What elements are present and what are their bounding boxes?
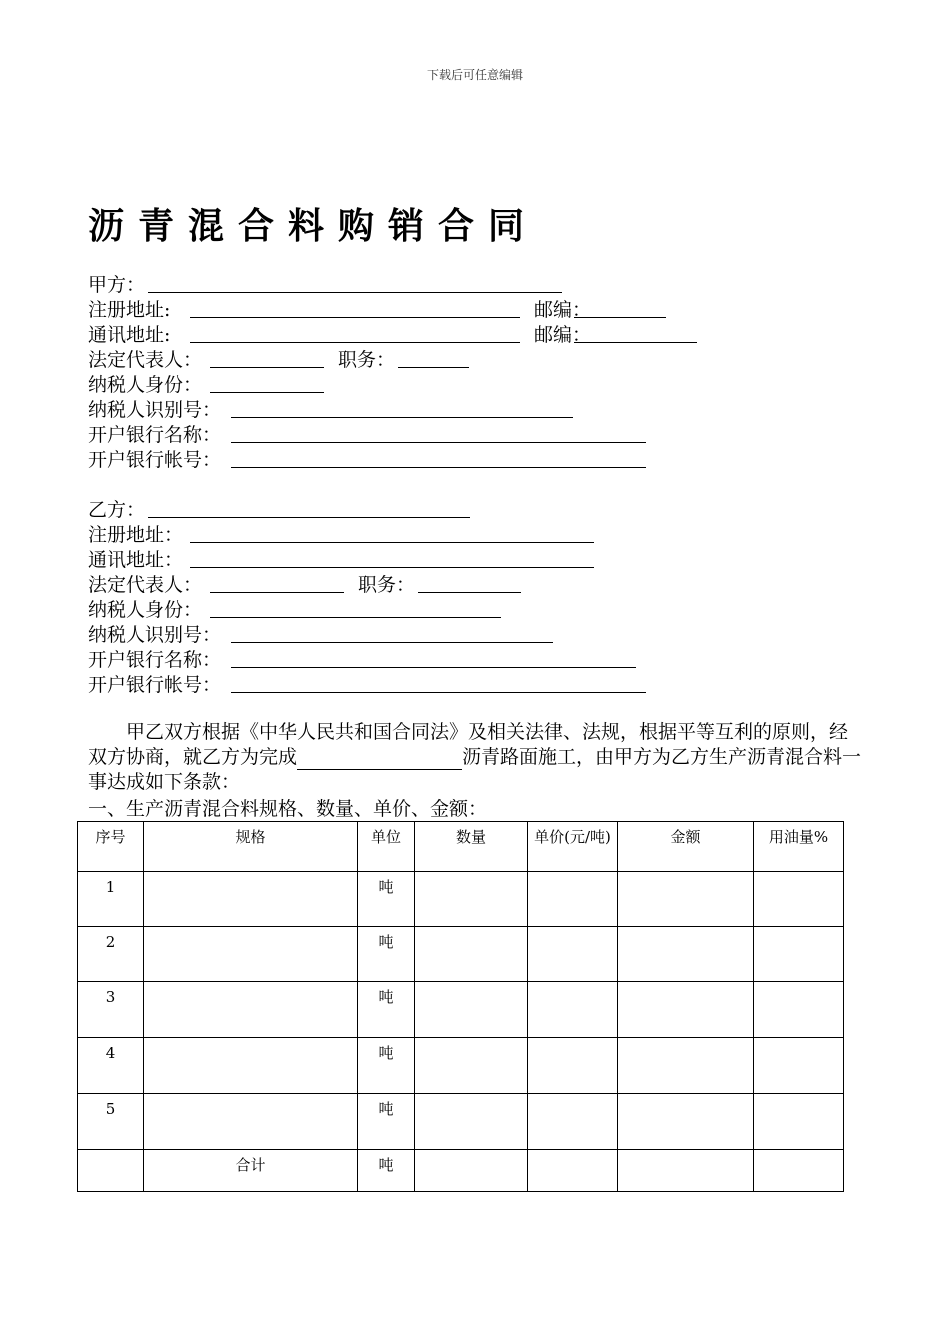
row-no: 3: [78, 982, 144, 1038]
col-header-unit: 单位: [358, 822, 415, 872]
party-a-postcode-label-1: 邮编：: [534, 299, 592, 321]
party-b-legal-rep-label: 法定代表人：: [88, 574, 203, 596]
oil-ratio-cell[interactable]: [754, 872, 844, 927]
party-a-name-label: 甲方：: [88, 274, 146, 296]
party-b-bank-name-field[interactable]: [231, 667, 636, 668]
party-a-reg-address-field[interactable]: [190, 317, 520, 318]
party-a-postcode-field-1[interactable]: [574, 317, 666, 318]
spec-cell[interactable]: [144, 982, 358, 1038]
party-a-taxpayer-id-field[interactable]: [231, 417, 573, 418]
amount-cell[interactable]: [618, 1038, 754, 1094]
party-b-bank-account-field[interactable]: [231, 692, 646, 693]
col-header-quantity: 数量: [415, 822, 528, 872]
party-b-comm-address-label: 通讯地址：: [88, 549, 184, 571]
amount-cell[interactable]: [618, 982, 754, 1038]
party-a-postcode-label-2: 邮编：: [534, 324, 592, 346]
spec-cell[interactable]: [144, 927, 358, 982]
quantity-cell[interactable]: [415, 927, 528, 982]
party-a-taxpayer-identity-field[interactable]: [210, 392, 324, 393]
party-a-position-field[interactable]: [398, 367, 469, 368]
table-row: [78, 1094, 844, 1150]
unit-price-cell[interactable]: [528, 872, 618, 927]
party-b-reg-address-label: 注册地址：: [88, 524, 184, 546]
unit-price-cell[interactable]: [528, 1094, 618, 1150]
party-b-position-field[interactable]: [418, 592, 521, 593]
table-row: [78, 1038, 844, 1094]
row-no: 5: [78, 1094, 144, 1150]
oil-ratio-cell[interactable]: [754, 1038, 844, 1094]
unit-cell: 吨: [358, 1094, 415, 1150]
party-b-reg-address-field[interactable]: [190, 542, 594, 543]
total-oil-ratio-cell[interactable]: [754, 1150, 844, 1192]
unit-cell: 吨: [358, 872, 415, 927]
party-a-bank-account-label: 开户银行帐号：: [88, 449, 222, 471]
total-no-cell: [78, 1150, 144, 1192]
party-b-taxpayer-identity-field[interactable]: [210, 617, 501, 618]
party-a-taxpayer-id-label: 纳税人识别号：: [88, 399, 222, 421]
party-a-legal-rep-field[interactable]: [210, 367, 324, 368]
contract-preamble: [88, 720, 864, 795]
party-a-bank-name-label: 开户银行名称：: [88, 424, 222, 446]
party-b-taxpayer-identity-label: 纳税人身份：: [88, 599, 203, 621]
oil-ratio-cell[interactable]: [754, 982, 844, 1038]
quantity-cell[interactable]: [415, 872, 528, 927]
oil-ratio-cell[interactable]: [754, 1094, 844, 1150]
preamble-text-2: 沥青路面施工，由甲方为乙方生产沥青混合料一事达成如下条款：: [88, 746, 862, 793]
section-1-title: 一、生产沥青混合料规格、数量、单价、金额：: [88, 798, 488, 820]
table-row: [78, 872, 844, 927]
table-total-row: [78, 1150, 844, 1192]
row-no: 1: [78, 872, 144, 927]
amount-cell[interactable]: [618, 872, 754, 927]
quantity-cell[interactable]: [415, 982, 528, 1038]
table-row: [78, 982, 844, 1038]
table-row: [78, 927, 844, 982]
unit-cell: 吨: [358, 1038, 415, 1094]
party-a-comm-address-label: 通讯地址:: [88, 324, 171, 346]
total-unit: 吨: [358, 1150, 415, 1192]
total-label: 合计: [144, 1150, 358, 1192]
party-b-bank-account-label: 开户银行帐号：: [88, 674, 222, 696]
party-b-name-label: 乙方：: [88, 499, 146, 521]
total-unit-price-cell[interactable]: [528, 1150, 618, 1192]
party-b-taxpayer-id-field[interactable]: [231, 642, 553, 643]
spec-cell[interactable]: [144, 872, 358, 927]
unit-cell: 吨: [358, 927, 415, 982]
col-header-no: 序号: [78, 822, 144, 872]
unit-price-cell[interactable]: [528, 927, 618, 982]
party-a-bank-name-field[interactable]: [231, 442, 646, 443]
unit-price-cell[interactable]: [528, 982, 618, 1038]
party-a-legal-rep-label: 法定代表人：: [88, 349, 203, 371]
party-a-taxpayer-identity-label: 纳税人身份：: [88, 374, 203, 396]
party-b-name-field[interactable]: [148, 517, 470, 518]
total-amount-cell[interactable]: [618, 1150, 754, 1192]
row-no: 2: [78, 927, 144, 982]
col-header-oil-ratio: 用油量%: [754, 822, 844, 872]
quantity-cell[interactable]: [415, 1038, 528, 1094]
amount-cell[interactable]: [618, 927, 754, 982]
party-a-comm-address-field[interactable]: [190, 342, 520, 343]
total-quantity-cell[interactable]: [415, 1150, 528, 1192]
spec-cell[interactable]: [144, 1038, 358, 1094]
party-a-postcode-field-2[interactable]: [574, 342, 697, 343]
project-name-field[interactable]: [297, 750, 462, 770]
party-b-legal-rep-field[interactable]: [210, 592, 344, 593]
contract-title: 沥青混合料购销合同: [88, 206, 539, 247]
col-header-spec: 规格: [144, 822, 358, 872]
party-a-name-field[interactable]: [148, 292, 562, 293]
spec-cell[interactable]: [144, 1094, 358, 1150]
party-b-position-label: 职务：: [358, 574, 416, 596]
party-a-bank-account-field[interactable]: [231, 467, 646, 468]
header-note: 下载后可任意编辑: [426, 68, 523, 82]
col-header-amount: 金额: [618, 822, 754, 872]
unit-price-cell[interactable]: [528, 1038, 618, 1094]
preamble-text-1: 甲乙双方根据《中华人民共和国合同法》及相关法律、法规，根据平等互利的原则，经双方协商，就乙方为完成: [88, 721, 849, 768]
party-a-reg-address-label: 注册地址:: [88, 299, 171, 321]
row-no: 4: [78, 1038, 144, 1094]
party-a-position-label: 职务：: [338, 349, 396, 371]
col-header-unit-price: 单价(元/吨): [528, 822, 618, 872]
table-header-row: [78, 822, 844, 872]
product-table: [77, 821, 844, 1192]
quantity-cell[interactable]: [415, 1094, 528, 1150]
amount-cell[interactable]: [618, 1094, 754, 1150]
party-b-bank-name-label: 开户银行名称：: [88, 649, 222, 671]
unit-cell: 吨: [358, 982, 415, 1038]
party-b-comm-address-field[interactable]: [190, 567, 594, 568]
party-b-taxpayer-id-label: 纳税人识别号：: [88, 624, 222, 646]
oil-ratio-cell[interactable]: [754, 927, 844, 982]
